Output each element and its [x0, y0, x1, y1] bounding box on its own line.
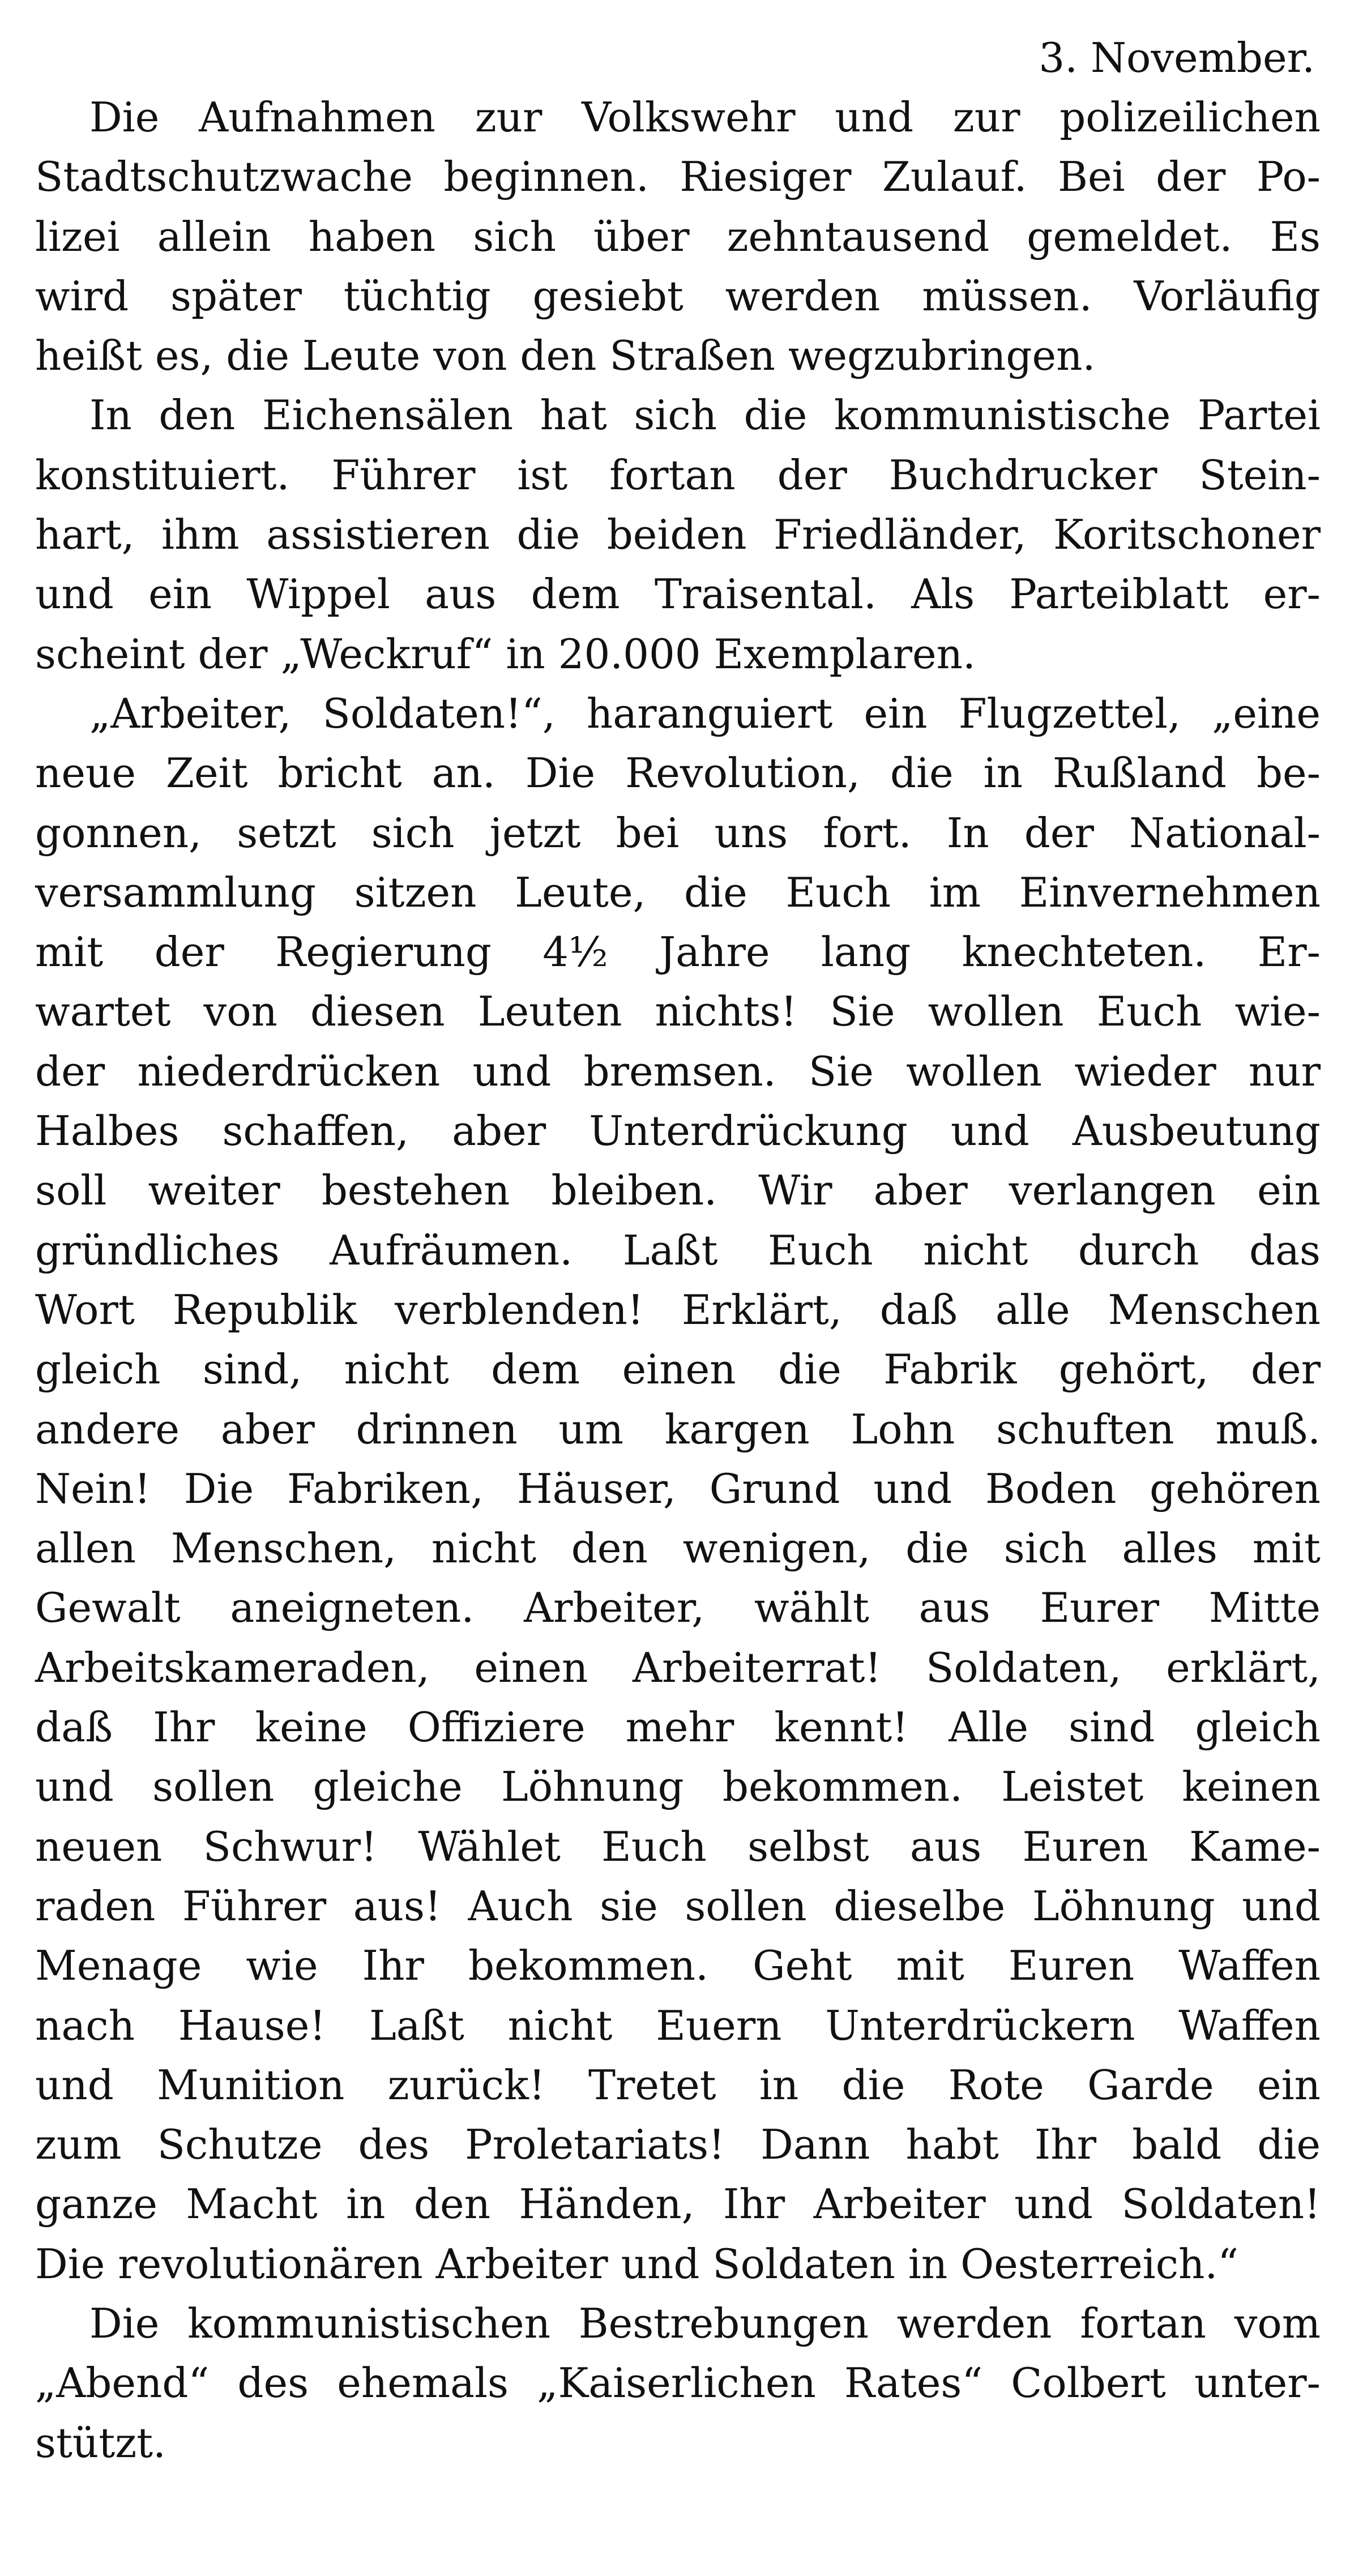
text-line: und sollen gleiche Löhnung bekommen. Leistet keinen [35, 1763, 1321, 1811]
text-line: raden Führer aus! Auch sie sollen dieselbe Löhnung und [35, 1882, 1321, 1930]
text-line: Die kommunistischen Bestrebungen werden fortan vom [89, 2299, 1321, 2347]
text-line: wird später tüchtig gesiebt werden müssen. Vorläufig [35, 272, 1321, 320]
text-line: neue Zeit bricht an. Die Revolution, die in Rußland be- [35, 749, 1321, 797]
text-line: Nein! Die Fabriken, Häuser, Grund und Boden gehören [35, 1464, 1321, 1513]
text-line: gleich sind, nicht dem einen die Fabrik gehört, der [35, 1345, 1321, 1394]
text-line: ganze Macht in den Händen, Ihr Arbeiter und Soldaten! [35, 2180, 1321, 2228]
text-line: mit der Regierung 4½ Jahre lang knechteten. Er- [35, 928, 1321, 976]
text-line: gonnen, setzt sich jetzt bei uns fort. In der National- [35, 809, 1321, 857]
text-line: neuen Schwur! Wählet Euch selbst aus Euren Kame- [35, 1822, 1321, 1870]
paragraph-volkswehr [35, 88, 1321, 386]
text-line: versammlung sitzen Leute, die Euch im Einvernehmen [35, 868, 1321, 916]
text-line: „Abend“ des ehemals „Kaiserlichen Rates“ Colbert unter- [35, 2359, 1321, 2407]
text-line: konstituiert. Führer ist fortan der Buchdrucker Stein- [35, 451, 1321, 499]
text-line: „Arbeiter, Soldaten!“, haranguiert ein Flugzettel, „eine [89, 689, 1321, 737]
text-line: scheint der „Weckruf“ in 20.000 Exemplaren. [35, 630, 976, 678]
text-line: heißt es, die Leute von den Straßen wegzubringen. [35, 332, 1096, 380]
text-line: Menage wie Ihr bekommen. Geht mit Euren Waffen [35, 1942, 1321, 1990]
paragraph-kommunistische-partei [35, 386, 1321, 683]
text-line: daß Ihr keine Offiziere mehr kennt! Alle sind gleich [35, 1703, 1321, 1751]
text-line: der niederdrücken und bremsen. Sie wollen wieder nur [35, 1047, 1321, 1095]
text-line: und Munition zurück! Tretet in die Rote Garde ein [35, 2061, 1321, 2109]
text-line: soll weiter bestehen bleiben. Wir aber verlangen ein [35, 1167, 1321, 1215]
text-line: allen Menschen, nicht den wenigen, die sich alles mit [35, 1524, 1321, 1573]
text-line: Gewalt aneigneten. Arbeiter, wählt aus Eurer Mitte [35, 1584, 1321, 1632]
text-line: hart, ihm assistieren die beiden Friedländer, Koritschoner [35, 511, 1321, 559]
text-line: stützt. [35, 2419, 166, 2467]
text-line: gründliches Aufräumen. Laßt Euch nicht durch das [35, 1226, 1321, 1274]
text-line: Halbes schaffen, aber Unterdrückung und Ausbeutung [35, 1107, 1321, 1155]
text-line: In den Eichensälen hat sich die kommunistische Partei [89, 391, 1321, 439]
text-line: Die Aufnahmen zur Volkswehr und zur polizeilichen [89, 93, 1321, 141]
text-line: und ein Wippel aus dem Traisental. Als Parteiblatt er- [35, 570, 1321, 618]
text-line: lizei allein haben sich über zehntausend gemeldet. Es [35, 212, 1321, 260]
paragraph-abend [35, 2294, 1321, 2473]
text-line: nach Hause! Laßt nicht Euern Unterdrückern Waffen [35, 2001, 1321, 2049]
text-line: Stadtschutzwache beginnen. Riesiger Zulauf. Bei der Po- [35, 153, 1321, 201]
text-line: zum Schutze des Proletariats! Dann habt Ihr bald die [35, 2121, 1321, 2169]
book-page [35, 28, 1321, 2473]
text-line: wartet von diesen Leuten nichts! Sie wollen Euch wie- [35, 988, 1321, 1036]
text-line: Wort Republik verblenden! Erklärt, daß alle Menschen [35, 1285, 1321, 1334]
text-line: andere aber drinnen um kargen Lohn schuften muß. [35, 1405, 1321, 1453]
text-line: Arbeitskameraden, einen Arbeiterrat! Soldaten, erklärt, [35, 1643, 1321, 1691]
date-heading: 3. November. [1039, 34, 1315, 82]
paragraph-flugzettel [35, 684, 1321, 2294]
text-line: Die revolutionären Arbeiter und Soldaten in Oesterreich.“ [35, 2240, 1239, 2288]
